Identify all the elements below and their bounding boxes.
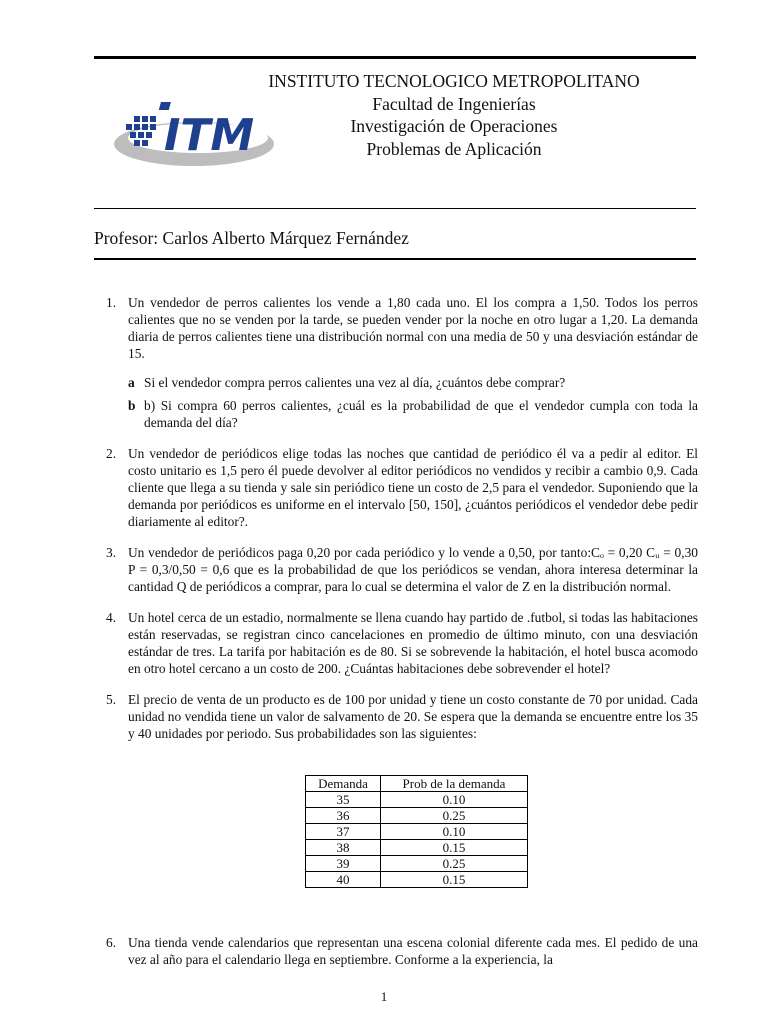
subitem-b bbox=[128, 397, 698, 431]
subitem-a bbox=[128, 374, 698, 391]
demand-cell: 39 bbox=[306, 856, 381, 872]
problem-number: 4. bbox=[106, 610, 117, 625]
column-header: Prob de la demanda bbox=[381, 776, 528, 792]
svg-text:ITM: ITM bbox=[164, 110, 255, 161]
problem-number: 1. bbox=[106, 295, 117, 310]
problem-text: Un hotel cerca de un estadio, normalmente se llena cuando hay partido de .futbol, si todas las habitaciones están reservadas, se registran cinco cancelaciones en promedio de último minuto, con una desviación estándar de tres. La tarifa por habitación es de 80. Si se sobrevende la habitación, el hotel busca acomodo en otro hotel cercano a un costo de 200. ¿Cuántas habitaciones debe sobrevender el hotel? bbox=[128, 610, 698, 676]
problem-4 bbox=[106, 609, 698, 677]
top-rule bbox=[94, 56, 696, 59]
problem-text: Una tienda vende calendarios que representan una escena colonial diferente cada mes. El pedido de una vez al año para el calendario llega en septiembre. Conforme a la experiencia, la bbox=[128, 935, 698, 967]
problem-text: El precio de venta de un producto es de 100 por unidad y tiene un costo constante de 70 por unidad. Cada unidad no vendida tiene un valor de salvamento de 20. Se espera que la demanda se encuentre entre los 35 y 40 unidades por periodo. Sus probabilidades son las siguientes: bbox=[128, 692, 698, 741]
subitem-label: a bbox=[128, 375, 135, 390]
demand-cell: 37 bbox=[306, 824, 381, 840]
page-number: 1 bbox=[380, 989, 388, 1004]
problem-2 bbox=[106, 445, 698, 530]
table-row bbox=[306, 808, 528, 824]
table-row bbox=[306, 856, 528, 872]
probability-cell: 0.10 bbox=[381, 824, 528, 840]
probability-cell: 0.10 bbox=[381, 792, 528, 808]
document-type: Problemas de Aplicación bbox=[366, 138, 542, 159]
header-bottom-rule bbox=[94, 208, 696, 209]
problem-number: 5. bbox=[106, 692, 117, 707]
table-row bbox=[306, 792, 528, 808]
table-header-row bbox=[306, 776, 528, 792]
problem-text: Un vendedor de periódicos elige todas las noches que cantidad de periódico él va a pedir al editor. El costo unitario es 1,5 pero él puede devolver al editor periódicos no vendidos y recibir a cambio 0,9. Cada cliente que llega a su tienda y sale sin periódico tiene un costo de 2,5 para el vendedor. Suponiendo que la demanda por periódicos es uniforme en el intervalo [50, 150], ¿cuántos periódicos el vendedor debe pedir diariamente al editor?. bbox=[128, 446, 698, 529]
demand-cell: 35 bbox=[306, 792, 381, 808]
problem-text: Un vendedor de perros calientes los vende a 1,80 cada uno. El los compra a 1,50. Todos los perros calientes que no se venden por la tarde, se pueden vender por la noche en otro lugar a 1,20. La demanda diaria de perros calientes tiene una distribución normal con una media de 50 y una desviación estándar de 15. bbox=[128, 295, 698, 361]
table-row bbox=[306, 872, 528, 888]
problem-number: 6. bbox=[106, 935, 117, 950]
problem-list bbox=[106, 294, 698, 902]
subitem-label: b bbox=[128, 398, 136, 413]
table-row bbox=[306, 824, 528, 840]
subitem-text: Si el vendedor compra perros calientes una vez al día, ¿cuántos debe comprar? bbox=[144, 375, 566, 390]
table-row bbox=[306, 840, 528, 856]
column-header: Demanda bbox=[306, 776, 381, 792]
problem-3 bbox=[106, 544, 698, 595]
probability-cell: 0.15 bbox=[381, 872, 528, 888]
probability-cell: 0.25 bbox=[381, 856, 528, 872]
demand-probability-table bbox=[305, 775, 528, 888]
problem-number: 2. bbox=[106, 446, 117, 461]
demand-cell: 36 bbox=[306, 808, 381, 824]
institution-name: INSTITUTO TECNOLOGICO METROPOLITANO bbox=[268, 71, 640, 91]
demand-cell: 38 bbox=[306, 840, 381, 856]
course-name: Investigación de Operaciones bbox=[350, 116, 558, 136]
professor-line: Profesor: Carlos Alberto Márquez Fernández bbox=[94, 228, 409, 248]
problem-number: 3. bbox=[106, 545, 117, 560]
header-titles bbox=[236, 70, 672, 160]
problem-6 bbox=[106, 934, 698, 968]
professor-rule bbox=[94, 258, 696, 260]
problem-5 bbox=[106, 691, 698, 888]
probability-cell: 0.15 bbox=[381, 840, 528, 856]
problem-text: Un vendedor de periódicos paga 0,20 por cada periódico y lo vende a 0,50, por tanto:Cₒ = 0,20 Cᵤ = 0,30 P = 0,3/0,50 = 0,6 que es la probabilidad de que los periódicos se vendan, ahora interesa determinar la cantidad Q de periódicos a comprar, para lo cual se determina el valor de Z en la distribución normal. bbox=[128, 545, 698, 594]
probability-cell: 0.25 bbox=[381, 808, 528, 824]
subitem-text: b) Si compra 60 perros calientes, ¿cuál es la probabilidad de que el vendedor cumpla con toda la demanda del día? bbox=[144, 398, 698, 430]
problem-1 bbox=[106, 294, 698, 431]
demand-cell: 40 bbox=[306, 872, 381, 888]
faculty-name: Facultad de Ingenierías bbox=[372, 93, 536, 114]
